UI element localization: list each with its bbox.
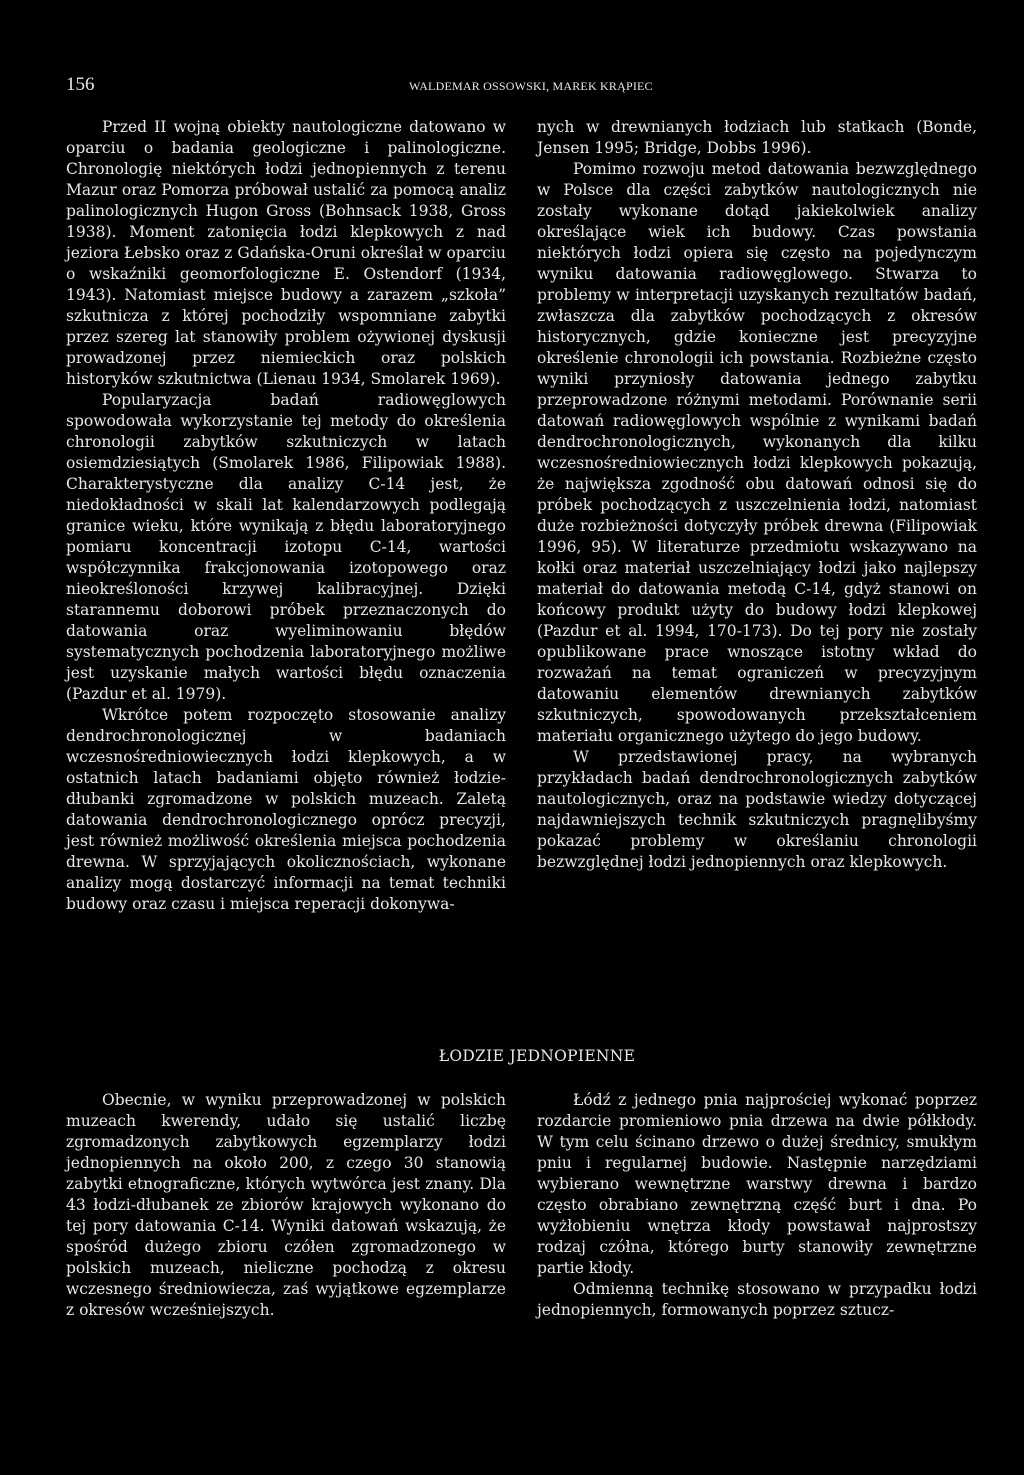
paragraph: Pomimo rozwoju metod datowania bezwzględnego w Polsce dla części zabytków nautologicznych nie zostały wykonane dotąd jakiekolwiek analizy określające wiek ich budowy. Czas powstania niektórych łodzi opiera się często na pojedynczym wyniku datowania radiowęglowego. Stwarza to problemy w interpretacji uzyskanych rezultatów badań, zwłaszcza dla zabytków pochodzących z okresów historycznych, gdzie konieczne jest precyzyjne określenie chronologii ich powstania. Rozbieżne często wyniki przyniosły datowania jednego zabytku przeprowadzone różnymi metodami. Porównanie serii datowań radiowęglowych wspólnie z wynikami badań dendrochronologicznych, wykonanych dla kilku wczesnośredniowiecznych łodzi klepkowych pokazują, że największa zgodność obu datowań odnosi się do próbek pochodzących z uszczelnienia łodzi, natomiast duże rozbieżności dotyczyły próbek drewna (Filipowiak 1996, 95). W literaturze przedmiotu wskazywano na kołki oraz materiał uszczelniający łodzi jako najlepszy materiał do datowania metodą C-14, gdyż stanowi on końcowy produkt użyty do budowy łodzi klepkowej (Pazdur et al. 1994, 170-173). Do tej pory nie zostały opublikowane prace wnoszące istotny wkład do rozważań na temat ograniczeń w precyzyjnym datowaniu elementów drewnianych zabytków szkutniczych, spowodowanych przekształceniem materiału organicznego użytego do jego budowy. bbox=[537, 160, 977, 745]
paragraph: Wkrótce potem rozpoczęto stosowanie analizy dendrochronologicznej w badaniach wczesnośredniowiecznych łodzi klepkowych, a w ostatnich latach badaniami objęto również łodzie-dłubanki zgromadzone w polskich muzeach. Zaletą datowania dendrochronologicznego oprócz precyzji, jest również możliwość określenia miejsca pochodzenia drewna. W sprzyjających okolicznościach, wykonane analizy mogą dostarczyć informacji na temat techniki budowy oraz czasu i miejsca reperacji dokonywa- bbox=[66, 706, 506, 913]
paragraph-continued: nych w drewnianych łodziach lub statkach (Bonde, Jensen 1995; Bridge, Dobbs 1996). bbox=[537, 118, 977, 157]
section-heading-text: ŁODZIE JEDNOPIENNE bbox=[438, 1047, 636, 1065]
column-bottom-left bbox=[66, 1090, 506, 1321]
paragraph: Popularyzacja badań radiowęglowych spowodowała wykorzystanie tej metody do określenia chronologii zabytków szkutniczych w latach osiemdziesiątych (Smolarek 1986, Filipowiak 1988). Charakterystyczne dla analizy C-14 jest, że niedokładności w skali lat kalendarzowych podlegają granice wieku, które wynikają z błędu laboratoryjnego pomiaru koncentracji izotopu C-14, wartości współczynnika frakcjonowania izotopowego oraz nieokreśloności krzywej kalibracyjnej. Dzięki starannemu doborowi próbek przeznaczonych do datowania oraz wyeliminowaniu błędów systematycznych pochodzenia laboratoryjnego możliwe jest uzyskanie małych wartości błędu oznaczenia (Pazdur et al. 1979). bbox=[66, 391, 506, 703]
paragraph: Łódź z jednego pnia najprościej wykonać poprzez rozdarcie promieniowo pnia drzewa na dwie półkłody. W tym celu ścinano drzewo o dużej średnicy, smukłym pniu i regularnej budowie. Następnie narzędziami wybierano wewnętrzne warstwy drewna i bardzo często obrabiano zewnętrzną część burt i dna. Po wyżłobieniu wnętrza kłody powstawał najprostszy rodzaj czółna, którego burty stanowiły zewnętrzne partie kłody. bbox=[537, 1091, 977, 1277]
running-head: WALDEMAR OSSOWSKI, MAREK KRĄPIEC bbox=[409, 79, 653, 93]
paragraph: Przed II wojną obiekty nautologiczne datowano w oparciu o badania geologiczne i palinologiczne. Chronologię niektórych łodzi jednopiennych z terenu Mazur oraz Pomorza próbował ustalić za pomocą analiz palinologicznych Hugon Gross (Bohnsack 1938, Gross 1938). Moment zatonięcia łodzi klepkowych z nad jeziora Łebsko oraz z Gdańska-Oruni określał w oparciu o wskaźniki geomorfologiczne E. Ostendorf (1934, 1943). Natomiast miejsce budowy a zarazem „szkoła” szkutnicza z której pochodziły wspomniane zabytki przez szereg lat stanowiły problem ożywionej dyskusji prowadzonej przez niemieckich oraz polskich historyków szkutnictwa (Lienau 1934, Smolarek 1969). bbox=[66, 118, 506, 388]
paragraph: Obecnie, w wyniku przeprowadzonej w polskich muzeach kwerendy, udało się ustalić liczbę zgromadzonych zabytkowych egzemplarzy łodzi jednopiennych na około 200, z czego 30 stanowią zabytki etnograficzne, których wytwórca jest znany. Dla 43 łodzi-dłubanek ze zbiorów krajowych wykonano do tej pory datowania C-14. Wyniki datowań wskazują, że spośród dużego zbioru czółen zgromadzonego w polskich muzeach, nieliczne pochodzą z okresu wczesnego średniowiecza, zaś wyjątkowe egzemplarze z okresów wcześniejszych. bbox=[66, 1091, 506, 1319]
paragraph: W przedstawionej pracy, na wybranych przykładach badań dendrochronologicznych zabytków nautologicznych, oraz na podstawie wiedzy dotyczącej najdawniejszych technik szkutniczych pragnęlibyśmy pokazać problemy w określaniu chronologii bezwzględnej łodzi jednopiennych oraz klepkowych. bbox=[537, 748, 977, 871]
paragraph: Odmienną technikę stosowano w przypadku łodzi jednopiennych, formowanych poprzez sztucz- bbox=[537, 1280, 977, 1319]
column-top-left bbox=[66, 117, 506, 915]
page-number: 156 bbox=[66, 74, 95, 95]
column-bottom-right bbox=[537, 1090, 977, 1321]
column-top-right bbox=[537, 117, 977, 873]
section-heading bbox=[0, 1047, 1024, 1065]
